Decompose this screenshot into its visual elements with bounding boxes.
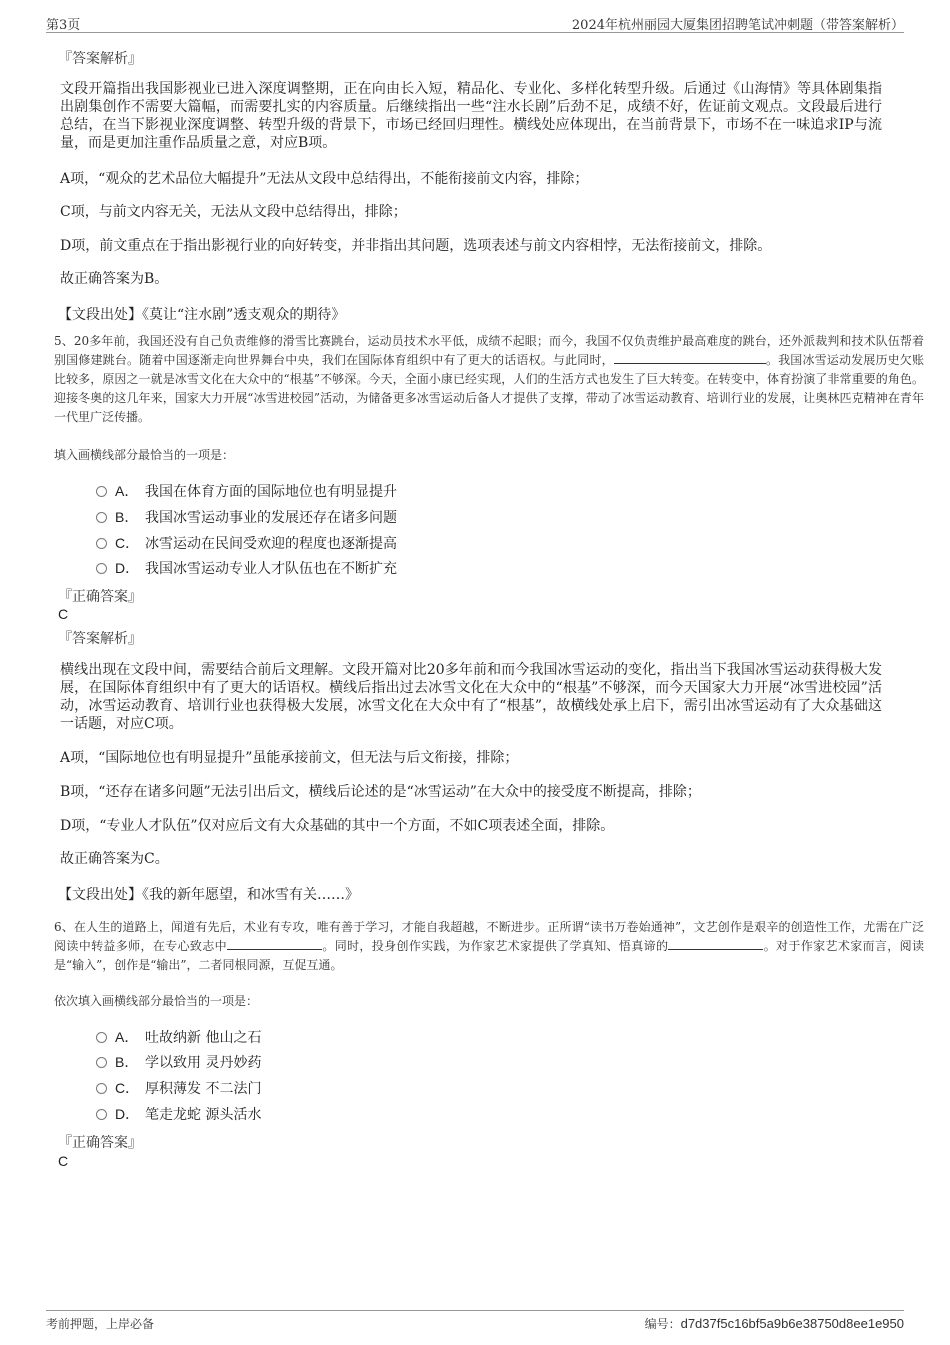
q5-answer: C	[58, 606, 69, 622]
q5-option-d-analysis: D项，“专业人才队伍”仅对应后文有大众基础的其中一个方面，不如C项表述全面，排除。	[60, 818, 615, 834]
radio-button[interactable]	[96, 563, 107, 574]
q6-prompt: 依次填入画横线部分最恰当的一项是：	[54, 994, 259, 1008]
analysis-tag: 『答案解析』	[58, 51, 142, 67]
footer-serial	[645, 1315, 904, 1332]
option-letter: D．	[115, 1106, 140, 1122]
footer-slogan: 考前押题，上岸必备	[46, 1317, 155, 1331]
q6-answer-tag: 『正确答案』	[58, 1135, 142, 1151]
option-letter: A．	[115, 483, 139, 499]
q6-option-c[interactable]	[96, 1078, 261, 1098]
q5-text-2: 。我国冰雪运动发展历史欠账比较多，原因之一就是冰雪文化在大众中的“根基”不够深。今天，全面小康已经实现，人们的生活方式也发生了巨大转变。在转变中，体育扮演了非常重要的角色。迎接冬奥的这几年来，国家大力开展“冰雪进校园”活动，为储备更多冰雪运动后备人才提供了支撑，带动了冰雪运动教育、培训行业的发展，让奥林匹克精神在青年一代里广泛传播。	[54, 353, 924, 424]
option-letter: C．	[115, 1080, 140, 1096]
option-text: 我国在体育方面的国际地位也有明显提升	[145, 484, 397, 500]
q5-text-1: 5、20多年前，我国还没有自己负责维修的滑雪比赛跳台，运动员技术水平低，成绩不起眼；而今，我国不仅负责维护最高难度的跳台，还外派裁判和技术队伍帮着别国修建跳台。随着中国逐渐走向世界舞台中央，我们在国际体育组织中有了更大的话语权。与此同时，	[54, 334, 924, 367]
option-letter: D．	[115, 560, 140, 576]
radio-button[interactable]	[96, 1032, 107, 1043]
option-letter: B．	[115, 509, 139, 525]
radio-button[interactable]	[96, 1109, 107, 1120]
radio-button[interactable]	[96, 486, 107, 497]
q6-blank-2	[668, 937, 763, 950]
radio-button[interactable]	[96, 538, 107, 549]
q6-answer: C	[58, 1153, 69, 1169]
q5-source: 【文段出处】《我的新年愿望，和冰雪有关……》	[58, 887, 359, 903]
radio-button[interactable]	[96, 512, 107, 523]
option-letter: B．	[115, 1054, 139, 1070]
page-footer	[46, 1310, 904, 1333]
option-text: 学以致用 灵丹妙药	[145, 1055, 262, 1071]
q6-option-a[interactable]	[96, 1027, 261, 1047]
q4-option-a-analysis: A项，“观众的艺术品位大幅提升”无法从文段中总结得出，不能衔接前文内容，排除；	[60, 171, 589, 187]
q5-prompt: 填入画横线部分最恰当的一项是：	[54, 448, 235, 462]
q5-option-b-analysis: B项，“还存在诸多问题”无法引出后文，横线后论述的是“冰雪运动”在大众中的接受度不断提高，排除；	[60, 784, 701, 800]
q4-option-d-analysis: D项，前文重点在于指出影视行业的向好转变，并非指出其问题，选项表述与前文内容相悖，无法衔接前文，排除。	[60, 238, 772, 254]
q5-option-d[interactable]	[96, 558, 397, 578]
q4-source: 【文段出处】《莫让“注水剧”透支观众的期待》	[58, 307, 346, 323]
q6-text-3: 。对于作家艺术家而言，阅读是“输入”，创作是“输出”，二者同根同源，互促互通。	[54, 939, 924, 972]
q5-analysis: 横线出现在文段中间，需要结合前后文理解。文段开篇对比20多年前和而今我国冰雪运动的变化，指出当下我国冰雪运动获得极大发展，在国际体育组织中有了更大的话语权。横线后指出过去冰雪文化在大众中的“根基”不够深，而今天国家大力开展“冰雪进校园”活动，冰雪运动教育、培训行业也获得极大发展，冰雪文化在大众中有了“根基”，故横线处承上启下，需引出冰雪运动有了大众基础这一话题，对应C项。	[60, 662, 882, 732]
q6-option-d[interactable]	[96, 1104, 261, 1124]
q5-option-a[interactable]	[96, 481, 397, 501]
option-text: 我国冰雪运动专业人才队伍也在不断扩充	[145, 561, 397, 577]
q5-question	[54, 332, 924, 427]
q6-option-b[interactable]	[96, 1052, 261, 1072]
option-letter: A．	[115, 1029, 139, 1045]
option-letter: C．	[115, 535, 140, 551]
q5-conclusion: 故正确答案为C。	[60, 851, 169, 867]
q6-text-1: 6、在人生的道路上，闻道有先后，术业有专攻，唯有善于学习，才能自我超越，不断进步。正所谓“读书万卷始通神”，文艺创作是艰辛的创造性工作，尤需在广泛阅读中转益多师，在专心致志中	[54, 920, 924, 953]
q5-answer-tag: 『正确答案』	[58, 589, 142, 605]
q6-blank-1	[227, 937, 322, 950]
option-text: 笔走龙蛇 源头活水	[145, 1107, 262, 1123]
q5-option-a-analysis: A项，“国际地位也有明显提升”虽能承接前文，但无法与后文衔接，排除；	[60, 750, 519, 766]
q5-analysis-tag: 『答案解析』	[58, 631, 142, 647]
q6-text-2: 。同时，投身创作实践，为作家艺术家提供了学真知、悟真谛的	[322, 939, 669, 953]
option-text: 吐故纳新 他山之石	[145, 1030, 262, 1046]
q4-analysis: 文段开篇指出我国影视业已进入深度调整期，正在向由长入短，精品化、专业化、多样化转型升级。后通过《山海情》等具体剧集指出剧集创作不需要大篇幅，而需要扎实的内容质量。后继续指出一些“注水长剧”后劲不足，成绩不好，佐证前文观点。文段最后进行总结，在当下影视业深度调整、转型升级的背景下，市场已经回归理性。横线处应体现出，在当前背景下，市场不在一味追求IP与流量，而是更加注重作品质量之意，对应B项。	[60, 81, 882, 151]
option-text: 冰雪运动在民间受欢迎的程度也逐渐提高	[145, 536, 397, 552]
q5-option-c[interactable]	[96, 533, 397, 553]
q4-option-c-analysis: C项，与前文内容无关，无法从文段中总结得出，排除；	[60, 204, 407, 220]
option-text: 厚积薄发 不二法门	[145, 1081, 262, 1097]
q4-conclusion: 故正确答案为B。	[60, 271, 169, 287]
radio-button[interactable]	[96, 1057, 107, 1068]
page-header	[46, 14, 904, 33]
q5-blank	[614, 351, 766, 364]
option-text: 我国冰雪运动事业的发展还存在诸多问题	[145, 510, 397, 526]
q5-option-b[interactable]	[96, 507, 397, 527]
page-number: 第3页	[46, 18, 81, 33]
document-title: 2024年杭州丽园大厦集团招聘笔试冲刺题（带答案解析）	[571, 18, 904, 33]
serial-number: d7d37f5c16bf5a9b6e38750d8ee1e950	[680, 1316, 904, 1331]
radio-button[interactable]	[96, 1083, 107, 1094]
serial-label: 编号：	[644, 1317, 681, 1331]
q6-question	[54, 918, 924, 975]
